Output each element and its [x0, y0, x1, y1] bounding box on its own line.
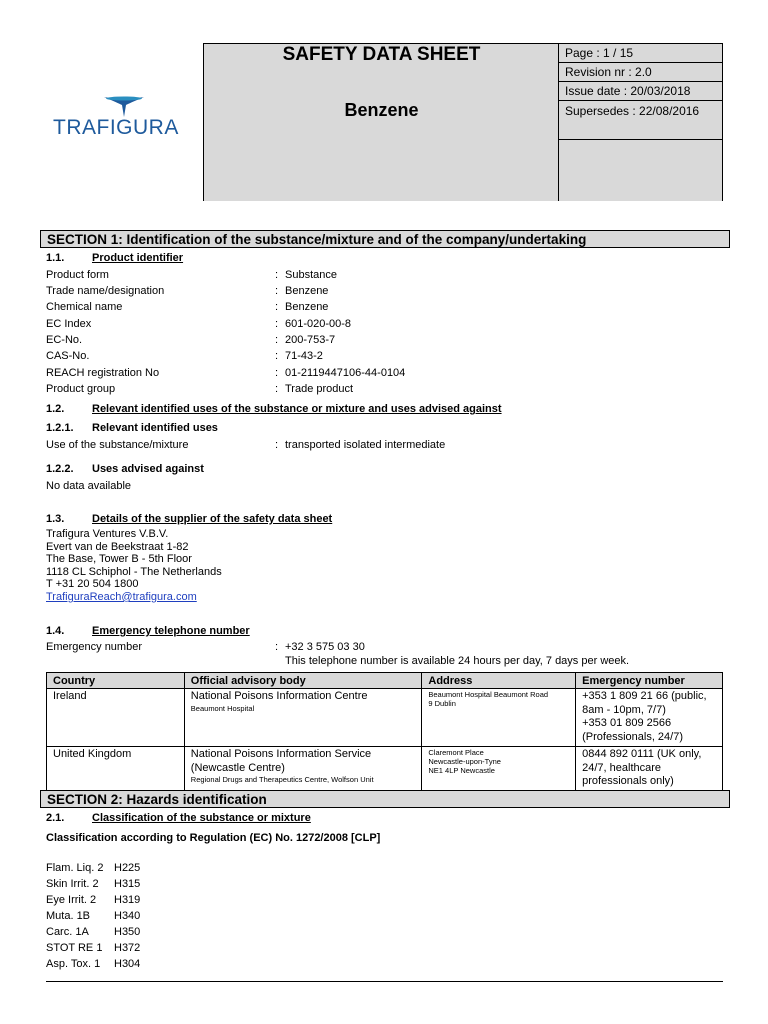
subsection-1-2-2: 1.2.2. Uses advised against [46, 463, 204, 475]
identifier-row: EC-No. : 200-753-7 [46, 334, 336, 346]
emergency-note: This telephone number is available 24 hours per day, 7 days per week. [285, 655, 630, 667]
logo-text: TRAFIGURA [53, 116, 179, 139]
supplier-email-link[interactable]: TrafiguraReach@trafigura.com [46, 590, 197, 603]
product-title: Benzene [344, 100, 419, 120]
footer-divider [46, 981, 723, 982]
identifier-row: Product group : Trade product [46, 383, 354, 395]
meta-page: Page : 1 / 15 [559, 44, 722, 63]
classification-row: Muta. 1B H340 [46, 910, 141, 922]
emergency-table [46, 672, 723, 792]
logo-cell [46, 43, 204, 201]
country-cell: Ireland [47, 689, 185, 747]
column-header: Official advisory body [184, 673, 422, 689]
subsection-1-1: 1.1. Product identifier [46, 252, 184, 264]
identifier-row: CAS-No. : 71-43-2 [46, 350, 323, 362]
classification-row: STOT RE 1 H372 [46, 942, 141, 954]
number-cell: +353 1 809 21 66 (public, 8am - 10pm, 7/7) +353 01 809 2566 (Professionals, 24/7) [576, 689, 723, 747]
column-header: Country [47, 673, 185, 689]
supplier-address: Trafigura Ventures V.B.V. Evert van de Beekstraat 1-82 The Base, Tower B - 5th Floor 1118 CL Schiphol - The Netherlands T +31 20 504 1800 TrafiguraReach@trafigura.com [46, 528, 222, 603]
meta-cell [559, 44, 722, 201]
meta-supersedes: Supersedes : 22/08/2016 [559, 101, 722, 140]
sheet-title: SAFETY DATA SHEET [282, 44, 481, 65]
emergency-row: Emergency number : +32 3 575 03 30 [46, 641, 365, 653]
subsection-1-3: 1.3. Details of the supplier of the safety data sheet [46, 513, 333, 525]
subsection-2-1: 2.1. Classification of the substance or mixture [46, 812, 311, 824]
subsection-1-2: 1.2. Relevant identified uses of the substance or mixture and uses advised against [46, 403, 502, 415]
classification-row: Carc. 1A H350 [46, 926, 141, 938]
identifier-row: REACH registration No : 01-2119447106-44-0104 [46, 367, 406, 379]
table-row [47, 689, 723, 747]
classification-row: Asp. Tox. 1 H304 [46, 958, 141, 970]
identifier-row: Product form : Substance [46, 269, 337, 281]
meta-issue-date: Issue date : 20/03/2018 [559, 82, 722, 101]
identifier-row: EC Index : 601-020-00-8 [46, 318, 352, 330]
body-cell: National Poisons Information Service (Newcastle Centre) Regional Drugs and Therapeutics Centre, Wolfson Unit [184, 747, 422, 792]
table-row [47, 747, 723, 792]
identifier-row: Trade name/designation : Benzene [46, 285, 329, 297]
address-cell: Claremont Place Newcastle-upon-Tyne NE1 4LP Newcastle [422, 747, 576, 792]
column-header: Address [422, 673, 576, 689]
column-header: Emergency number [576, 673, 723, 689]
identifier-row: Chemical name : Benzene [46, 301, 329, 313]
classification-row: Skin Irrit. 2 H315 [46, 878, 141, 890]
meta-revision: Revision nr : 2.0 [559, 63, 722, 82]
subsection-1-2-1: 1.2.1. Relevant identified uses [46, 422, 218, 434]
classification-row: Flam. Liq. 2 H225 [46, 862, 141, 874]
table-header-row [47, 673, 723, 689]
section-2-header: SECTION 2: Hazards identification [40, 790, 730, 808]
classification-row: Eye Irrit. 2 H319 [46, 894, 141, 906]
country-cell: United Kingdom [47, 747, 185, 792]
body-cell: National Poisons Information Centre Beaumont Hospital [184, 689, 422, 747]
no-data-text: No data available [46, 480, 132, 492]
clp-title: Classification according to Regulation (EC) No. 1272/2008 [CLP] [46, 832, 381, 844]
subsection-1-4: 1.4. Emergency telephone number [46, 625, 250, 637]
title-cell [204, 44, 559, 201]
section-1-header: SECTION 1: Identification of the substance/mixture and of the company/undertaking [40, 230, 730, 248]
logo-icon [104, 95, 144, 117]
number-cell: 0844 892 0111 (UK only, 24/7, healthcare professionals only) [576, 747, 723, 792]
use-row: Use of the substance/mixture : transported isolated intermediate [46, 439, 446, 451]
address-cell: Beaumont Hospital Beaumont Road 9 Dublin [422, 689, 576, 747]
